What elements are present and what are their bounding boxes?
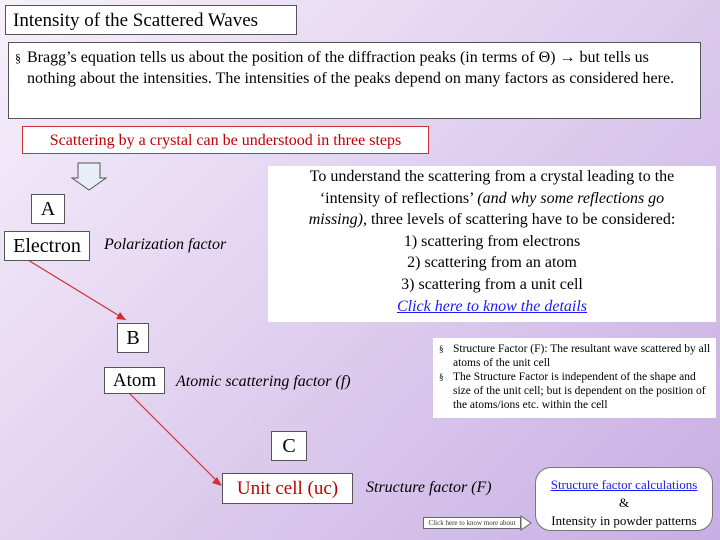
level-b-letter: B	[117, 323, 149, 353]
polarization-factor-label: Polarization factor	[104, 236, 227, 253]
electron-label: Electron	[4, 231, 90, 261]
connector-atom-unitcell	[128, 392, 218, 482]
info-item-unit-cell: 3) scattering from a unit cell	[401, 275, 583, 293]
atomic-scattering-factor-label: Atomic scattering factor (f)	[176, 373, 351, 390]
bullet-icon: §	[439, 372, 444, 382]
page-title: Intensity of the Scattered Waves	[5, 5, 297, 35]
note-item: § Structure Factor (F): The resultant wave scattered by all atoms of the unit cell	[439, 343, 711, 369]
connector-electron-b	[28, 260, 126, 320]
bullet-icon: §	[15, 51, 21, 65]
info-item-electrons: 1) scattering from electrons	[403, 232, 581, 250]
click-more-button[interactable]: Click here to know more about	[423, 517, 521, 529]
level-a-letter: A	[31, 194, 65, 224]
unit-cell-label: Unit cell (uc)	[222, 473, 353, 504]
structure-factor-label: Structure factor (F)	[366, 479, 492, 496]
calc-amp: &	[618, 495, 630, 510]
info-line1: To understand the scattering from a crystal leading to the	[309, 168, 675, 185]
info-item-atom: 2) scattering from an atom	[407, 254, 577, 272]
info-line3-italic: missing),	[308, 211, 367, 229]
calc-box	[535, 467, 713, 531]
level-c-letter: C	[271, 431, 307, 461]
note-item: § The Structure Factor is independent of the shape and size of the unit cell; but is dependent on the position of the atoms/ions etc. within the cell	[439, 371, 706, 411]
structure-factor-notes	[433, 338, 716, 418]
info-line3-plain: three levels of scattering have to be considered:	[366, 211, 676, 229]
steps-label: Scattering by a crystal can be understood in three steps	[22, 126, 429, 154]
details-link[interactable]: Click here to know the details	[396, 297, 588, 315]
click-arrow-icon	[521, 516, 531, 530]
calc-intensity-text: Intensity in powder patterns	[551, 513, 697, 528]
intro-text: Bragg’s equation tells us about the position of the diffraction peaks (in terms of Θ) → but tells us nothing about the intensities. The intensities of the peaks depend on many factors as considered here.	[27, 49, 675, 87]
bullet-icon: §	[439, 344, 444, 354]
atom-label: Atom	[104, 367, 165, 394]
info-line2-italic: (and why some reflections go	[477, 189, 665, 207]
down-arrow-icon	[72, 163, 106, 190]
info-line2-plain: ‘intensity of reflections’	[319, 189, 478, 207]
structure-factor-calc-link[interactable]: Structure factor calculations	[550, 477, 698, 492]
scattering-info-box	[268, 166, 716, 322]
